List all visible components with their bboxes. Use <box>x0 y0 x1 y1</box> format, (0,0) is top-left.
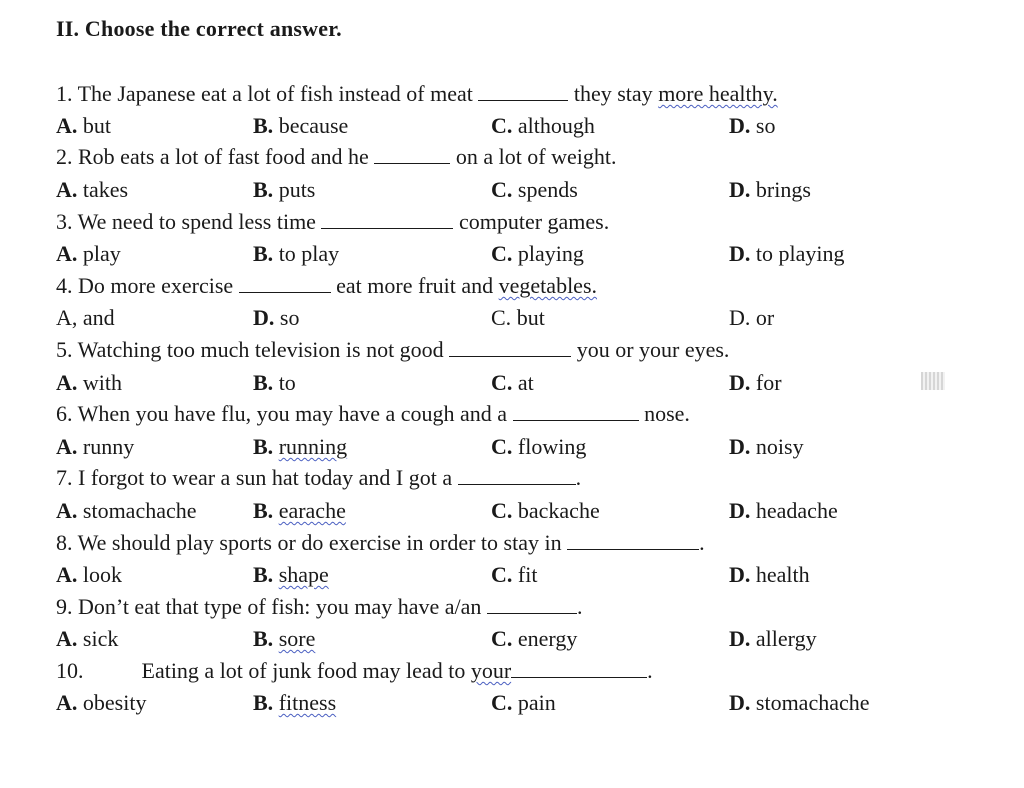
question-3 <box>56 209 609 235</box>
option-d[interactable]: D. brings <box>729 177 811 202</box>
option-b[interactable]: B. sore <box>253 626 316 651</box>
options-row-5 <box>0 370 1024 396</box>
question-text-after: you or your eyes. <box>576 337 730 362</box>
question-text-after: . <box>575 465 582 490</box>
options-row-9 <box>0 626 1024 652</box>
options-row-7 <box>0 498 1024 524</box>
option-c[interactable]: C. backache <box>491 498 600 523</box>
question-text-before: Rob eats a lot of fast food and he <box>78 144 369 169</box>
option-b[interactable]: B. earache <box>253 498 346 523</box>
answer-blank[interactable] <box>321 210 453 229</box>
option-c[interactable]: C. energy <box>491 626 578 651</box>
answer-blank[interactable] <box>458 466 576 485</box>
question-text-before: Don’t eat that type of fish: you may have a/an <box>78 594 482 619</box>
question-10 <box>56 658 653 684</box>
question-text-before: We need to spend less time <box>77 209 316 234</box>
option-d[interactable]: D. to playing <box>729 241 845 266</box>
question-5 <box>56 337 729 363</box>
question-text-before: Do more exercise <box>78 273 234 298</box>
question-1 <box>56 81 778 107</box>
option-b[interactable]: B. shape <box>253 562 329 587</box>
question-number: 1. <box>56 81 73 106</box>
question-text-before: I forgot to wear a sun hat today and I got a <box>78 465 453 490</box>
question-text-after: . <box>576 594 583 619</box>
options-row-10 <box>0 690 1024 716</box>
answer-blank[interactable] <box>513 402 639 421</box>
question-number: 4. <box>56 273 73 298</box>
option-d[interactable]: D. or <box>729 305 775 330</box>
option-d[interactable]: D. for <box>729 370 782 395</box>
option-b[interactable]: D. so <box>253 305 300 330</box>
question-text-after: computer games. <box>458 209 610 234</box>
option-c[interactable]: C. but <box>491 305 545 330</box>
question-text-before: The Japanese eat a lot of fish instead of meat <box>77 81 473 106</box>
option-d[interactable]: D. health <box>729 562 810 587</box>
option-c[interactable]: C. at <box>491 370 534 395</box>
question-number: 9. <box>56 594 73 619</box>
answer-blank[interactable] <box>487 595 577 614</box>
options-row-1 <box>0 113 1024 139</box>
option-a[interactable]: A. stomachache <box>56 498 197 523</box>
option-b[interactable]: B. to <box>253 370 296 395</box>
question-text-before-marked: your <box>470 658 512 683</box>
question-text-before: Eating a lot of junk food may lead to <box>141 658 466 683</box>
answer-blank[interactable] <box>374 145 450 164</box>
question-text-after: . <box>699 530 705 555</box>
option-a[interactable]: A. takes <box>56 177 129 202</box>
options-row-6 <box>0 434 1024 460</box>
option-d[interactable]: D. headache <box>729 498 838 523</box>
option-d[interactable]: D. stomachache <box>729 690 870 715</box>
question-text-after: . <box>647 658 653 683</box>
question-text-after-marked: vegetables. <box>498 273 598 298</box>
option-c[interactable]: C. spends <box>491 177 578 202</box>
option-d[interactable]: D. noisy <box>729 434 804 459</box>
option-a[interactable]: A. runny <box>56 434 135 459</box>
option-c[interactable]: C. fit <box>491 562 538 587</box>
section-heading: II. Choose the correct answer. <box>56 16 342 41</box>
question-8 <box>56 530 705 556</box>
question-text-after: on a lot of weight. <box>455 144 617 169</box>
answer-blank[interactable] <box>511 659 647 678</box>
option-a[interactable]: A. sick <box>56 626 119 651</box>
scan-artifact-mark <box>921 372 945 390</box>
option-c[interactable]: C. although <box>491 113 595 138</box>
option-b[interactable]: B. fitness <box>253 690 337 715</box>
question-text-after-marked: more healthy. <box>658 81 778 106</box>
option-a[interactable]: A. play <box>56 241 121 266</box>
question-number: 6. <box>56 401 73 426</box>
question-number: 2. <box>56 144 73 169</box>
question-number: 10. <box>56 658 84 683</box>
answer-blank[interactable] <box>239 274 331 293</box>
question-text-before: Watching too much television is not good <box>77 337 444 362</box>
option-a[interactable]: A. look <box>56 562 123 587</box>
question-number: 7. <box>56 465 73 490</box>
question-4 <box>56 273 597 299</box>
question-text-before: When you have flu, you may have a cough and a <box>77 401 508 426</box>
options-row-4 <box>0 305 1024 331</box>
option-b[interactable]: B. because <box>253 113 349 138</box>
answer-blank[interactable] <box>449 338 571 357</box>
question-number: 5. <box>56 337 73 362</box>
option-a[interactable]: A. obesity <box>56 690 147 715</box>
answer-blank[interactable] <box>478 82 568 101</box>
option-c[interactable]: C. flowing <box>491 434 587 459</box>
options-row-2 <box>0 177 1024 203</box>
question-7 <box>56 465 581 491</box>
option-a[interactable]: A, and <box>56 305 115 330</box>
question-6 <box>56 401 690 427</box>
question-text-after: nose. <box>644 401 690 426</box>
question-number: 8. <box>56 530 73 555</box>
option-d[interactable]: D. allergy <box>729 626 817 651</box>
question-2 <box>56 144 617 170</box>
question-9 <box>56 594 582 620</box>
question-text-before: We should play sports or do exercise in order to stay in <box>77 530 562 555</box>
answer-blank[interactable] <box>567 531 699 550</box>
option-a[interactable]: A. with <box>56 370 123 395</box>
option-d[interactable]: D. so <box>729 113 776 138</box>
option-b[interactable]: B. running <box>253 434 348 459</box>
option-c[interactable]: C. pain <box>491 690 556 715</box>
question-number: 3. <box>56 209 73 234</box>
option-b[interactable]: B. puts <box>253 177 316 202</box>
options-row-3 <box>0 241 1024 267</box>
question-text-after: eat more fruit and <box>336 273 494 298</box>
options-row-8 <box>0 562 1024 588</box>
option-c[interactable]: C. playing <box>491 241 584 266</box>
option-a[interactable]: A. but <box>56 113 112 138</box>
option-b[interactable]: B. to play <box>253 241 340 266</box>
question-text-after: they stay <box>573 81 653 106</box>
